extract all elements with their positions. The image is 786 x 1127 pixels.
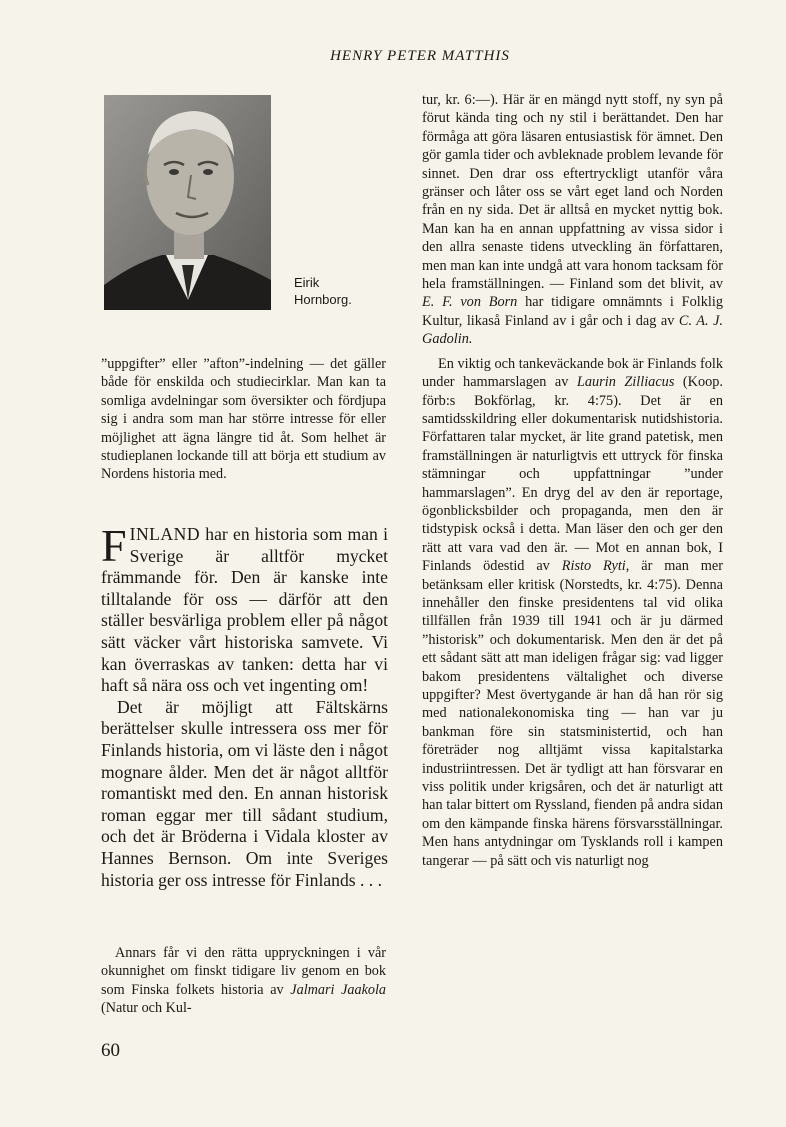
finland-paragraph-2: Det är möjligt att Fältskärns berättelser skulle intressera oss mer för Finlands historia, om vi läste den i något mognare ålder. Men det är något alltför romantiskt med den. En annan historisk roman eggar mer till sådant studium, och det är Bröderna i Vidala kloster av Hannes Bernson. Om inte Sveriges historia ger oss intresse för Finlands . . .: [101, 696, 388, 890]
paragraph-1-text: har en historia som man i Sverige är alltför mycket främmande för. Den är kanske inte tilltalande för oss — därför att den ställer besvärliga problem eller på något sätt väcker vårt historiska samvete. Vi kan överraskas av tanken: detta har vi haft så nära oss och vet ingenting om!: [101, 524, 388, 696]
finland-paragraph-1: [101, 520, 388, 697]
r1-text-b: har tidigare omnämnts i Folklig Kultur, likaså Finland av i går och i dag av: [422, 294, 723, 329]
right-paragraph-2: [422, 355, 723, 870]
right-paragraph-1: [422, 91, 723, 349]
page-number: 60: [101, 1040, 120, 1061]
running-head: HENRY PETER MATTHIS: [330, 48, 510, 64]
author-name: Risto Ryti: [561, 558, 626, 575]
author-name: E. F. von Born: [422, 294, 518, 311]
portrait-illustration: [104, 95, 271, 310]
lead-caps: INLAND: [129, 524, 201, 544]
author-name: Jalmari Jaakola: [290, 981, 386, 998]
photo-caption: Eirik Hornborg.: [294, 275, 352, 307]
r2-text-c: , är man mer betänksam eller kritisk (Norstedts, kr. 4:75). Denna innehåller den finske presidentens tal vid olika tillfällen från 1939 till 1941 och är ju därmed ”historisk” och dokumentarisk. Men den är det på ett sådant sätt att man ideligen frågar sig: vad ligger bakom presidentens vältalighet och diverse uppgifter? Mest övertygande är han då han rör sig med nationalekonomiska ting — han var ju bankman före sin statsministertid, och han företräder nog alltjämt vissa kapitalstarka industriintressen. Det är tydligt att han försvarar en viss politik under krigsåren, och det är naturligt att han talar bittert om Ryssland, fienden på andra sidan om den kämpande finska härens försvarsställningar. Men hans antydningar om Tysklands roll i kampen tangerar — på sätt och vis naturligt nog: [422, 558, 723, 869]
tail-text-1: Annars får vi den rätta uppryckningen i vår okunnighet om finskt tidigare liv genom en bok som Finska folkets historia av: [101, 945, 386, 998]
left-column-tail: [101, 944, 386, 1018]
drop-cap: F: [101, 520, 127, 571]
tail-text-2: (Natur och Kul-: [101, 1000, 192, 1017]
finland-section: [101, 520, 388, 891]
left-column-intro: ”uppgifter” eller ”afton”-indelning — det gäller både för enskilda och studiecirklar. Man kan ta somliga avdelningar som översikter och fördjupa sig i andra som man har större intresse för eller möjlighet att ägna längre tid åt. Som helhet är studieplanen lockande till att börja ett studium av Nordens historia med.: [101, 356, 386, 483]
portrait-photo: [104, 95, 271, 310]
r2-text-a: En viktig och tankeväckande bok är Finlands folk under hammarslagen av: [422, 355, 723, 391]
r2-text-b: (Koop. förb:s Bokförlag, kr. 4:75). Det är en samtidsskildring eller dokumentarisk nutidshistoria. Författaren talar mycket, är lite grand patetisk, men framställningen är naturligtvis ett uttryck för finska stämningar och uppfattningar ”under hammarslagen”. En dryg del av den är reportage, ögonblicksbilder och propaganda, men den är tidstypisk också i detta. Man läser den och ger den rätt att vara vad den är. — Mot en annan bok, I Finlands ödestid av: [422, 374, 723, 575]
author-name: Laurin Zilliacus: [576, 374, 675, 391]
author-name: C. A. J. Gadolin.: [422, 312, 723, 348]
r1-text-a: tur, kr. 6:—). Här är en mängd nytt stoff, ny syn på förut kända ting och ny stil i berättandet. Den har förmåga att göra läsaren entusiastisk för ämnet. Den gör gamla tider och avbleknade problem levande för sinnet. Den drar oss eftertryckligt utanför våra gränser och låter oss se vårt eget land och Norden från en ny sida. Det är alltså en mycket nyttig bok. Man kan ha en annan uppfattning av vissa sidor i den allra senaste tidens utveckling än författaren, men man kan inte undgå att vara honom tacksam för hela framställningen. — Finland som det blivit, av: [422, 92, 723, 293]
right-column: [422, 91, 723, 870]
